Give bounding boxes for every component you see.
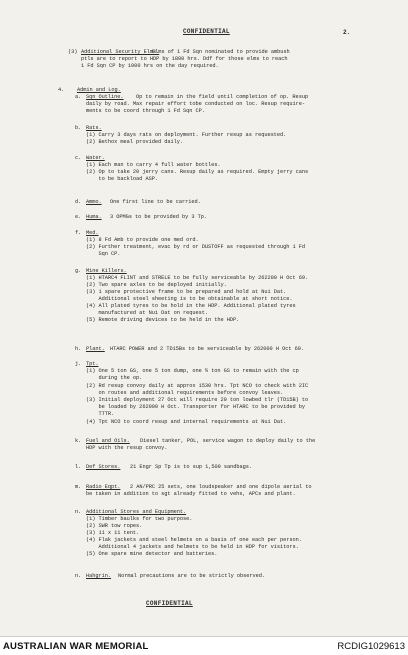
para-n-title: Additional Stores and Equipment. xyxy=(86,509,187,515)
para-k-line: Diesel tanker, POL, service wagon to deploy daily to the xyxy=(140,438,316,444)
para-b-line: (1) Carry 3 days rats on deployment. Further resup as requested. xyxy=(86,132,287,138)
para-h-title: Plant. xyxy=(86,346,105,352)
para-g-line: (3) 1 spare protective frame to be prepared and hold at Nui Dat. xyxy=(86,289,287,295)
para-g-letter: g. xyxy=(75,268,82,274)
para-n-line: (4) Flak jackets and steel helmets on a basis of one each per person. xyxy=(86,537,302,543)
para-f-line: (1) 8 Fd Amb to provide one med ord. xyxy=(86,237,199,243)
para-p-line: Normal precautions are to be strictly observed. xyxy=(118,573,266,579)
item-3-line: ptls are to report to HDP by 1800 hrs. Ddf for those elms to reach xyxy=(81,56,288,62)
para-d-title: Ammo. xyxy=(86,199,102,205)
para-p-letter: n. xyxy=(75,573,82,579)
para-g-title: Mine Killers. xyxy=(86,268,127,274)
para-j-line: (3) Initial deployment 27 Oct will require 20 ton lowbed tlr (TD15B) to xyxy=(86,397,309,403)
para-a-line: ments to be coord through 1 Fd Sqn CP. xyxy=(86,108,205,114)
section-4-number: 4. xyxy=(58,87,65,93)
para-f-line: Sqn CP. xyxy=(86,251,121,257)
para-a-title: Sqn Outline. xyxy=(86,94,124,100)
para-n-line: (3) 11 x 11 tent. xyxy=(86,530,140,536)
para-a-letter: a. xyxy=(75,94,82,100)
para-n-line: (2) SWR tow ropes. xyxy=(86,523,143,529)
para-j-line: on routes and additional requirements before convoy leaves. xyxy=(86,390,284,396)
para-h-line: HTARC POWER and 2 TD15Bs to be serviceable by 262000 H Oct 69. xyxy=(110,346,304,352)
para-d-line: One first line to be carried. xyxy=(110,199,201,205)
para-j-line: (4) Tpt NCO to coord resup and internal requirements at Nui Dat. xyxy=(86,419,287,425)
para-j-line: (1) One 5 ton GS, one 5 ton dump, one ¾ ton GS to remain with the cp xyxy=(86,368,299,374)
para-n-line: Additional 4 jackets and helmets to be held in HDP for visitors. xyxy=(86,544,299,550)
para-n-line: (1) Timber baulks for two purpose. xyxy=(86,516,193,522)
para-d-letter: d. xyxy=(75,199,82,205)
para-c-line: (1) Each man to carry 4 full water bottles. xyxy=(86,162,221,168)
para-c-line: (2) Op to take 20 jerry cans. Resup daily as required. Empty jerry cans xyxy=(86,169,309,175)
classification-header: CONFIDENTIAL xyxy=(183,28,230,35)
para-c-letter: c. xyxy=(75,155,82,161)
para-e-title: Huma. xyxy=(86,214,102,220)
para-g-line: (5) Remote driving devices to be held in the HDP. xyxy=(86,317,240,323)
para-n-line: (5) One spare mine detector and batteries. xyxy=(86,551,218,557)
para-k-line: HDP with the resup convoy. xyxy=(86,445,168,451)
para-p-title: Hahgrin. xyxy=(86,573,112,579)
para-b-title: Rats. xyxy=(86,125,102,131)
para-k-letter: k. xyxy=(75,438,82,444)
para-n-letter: n. xyxy=(75,509,82,515)
para-m-title: Radio Eqpt. xyxy=(86,484,121,490)
para-f-line: (2) Further treatment, evac by rd or DUSTOFF as requested through 1 Fd xyxy=(86,244,306,250)
para-l-letter: l. xyxy=(75,464,82,470)
para-b-line: (2) Bethox meal provided daily. xyxy=(86,139,183,145)
para-j-line: be loaded by 262000 H Oct. Transporter for HTARC to be provided by xyxy=(86,404,306,410)
para-e-letter: e. xyxy=(75,214,82,220)
para-a-line: Op to remain in the field until completion of op. Resup xyxy=(136,94,309,100)
para-h-letter: h. xyxy=(75,346,82,352)
para-g-line: (2) Two spare axles to be deployed initially. xyxy=(86,282,227,288)
item-3-line: 1 Fd Sqn CP by 1000 hrs on the day required. xyxy=(81,63,219,69)
para-j-letter: j. xyxy=(75,361,82,367)
para-g-line: (4) All plated tyres to be hold in the HDP. Additional plated tyres xyxy=(86,303,296,309)
para-j-line: TTTR. xyxy=(86,411,115,417)
para-k-title: Fuel and Oils. xyxy=(86,438,130,444)
para-m-line: 2 AN/PRC 25 sets, one loudspeaker and one dipole aerial to xyxy=(130,484,312,490)
para-l-title: Def Stores. xyxy=(86,464,121,470)
para-f-letter: f. xyxy=(75,230,82,236)
para-g-line: (1) HTARC4 FLINT and STRELE to be fully serviceable by 262200 H Oct 69. xyxy=(86,275,309,281)
item-3-number: (3) xyxy=(68,49,78,55)
para-c-title: Water. xyxy=(86,155,105,161)
para-b-letter: b. xyxy=(75,125,82,131)
para-m-line: be taken in addition to sgt already fitted to vehs, APCs and plant. xyxy=(86,491,296,497)
item-3-title: Additional Security Elms. xyxy=(81,49,160,55)
para-j-title: Tpt. xyxy=(86,361,99,367)
para-a-line: daily by road. Max repair effort tobe conducted on loc. Resup require- xyxy=(86,101,306,107)
archive-reference: RCDIG1029613 xyxy=(337,641,405,652)
page-number: 2. xyxy=(343,29,351,36)
para-e-line: 3 OPMGs to be provided by 3 Tp. xyxy=(110,214,207,220)
archive-footer-bar xyxy=(0,636,408,655)
para-j-line: during the op. xyxy=(86,375,143,381)
para-j-line: (2) Rd resup convoy daily at approx 1530 hrs. Tpt NCO to check with 2IC xyxy=(86,383,309,389)
para-f-title: Med. xyxy=(86,230,99,236)
para-m-letter: m. xyxy=(75,484,82,490)
classification-footer: CONFIDENTIAL xyxy=(146,600,193,607)
archive-name: AUSTRALIAN WAR MEMORIAL xyxy=(3,641,149,652)
section-4-title: Admin and Log. xyxy=(77,87,121,93)
para-c-line: to be backload ASP. xyxy=(86,176,158,182)
para-g-line: manufactured at Nui Dat on request. xyxy=(86,310,209,316)
para-g-line: Additional steel sheeting is to be obtainable at short notice. xyxy=(86,296,293,302)
item-3-line: Elms of 1 Fd Sqn nominated to provide ambush xyxy=(152,49,290,55)
para-l-line: 21 Engr Sp Tp is to sup 1,500 sandbags. xyxy=(130,464,253,470)
